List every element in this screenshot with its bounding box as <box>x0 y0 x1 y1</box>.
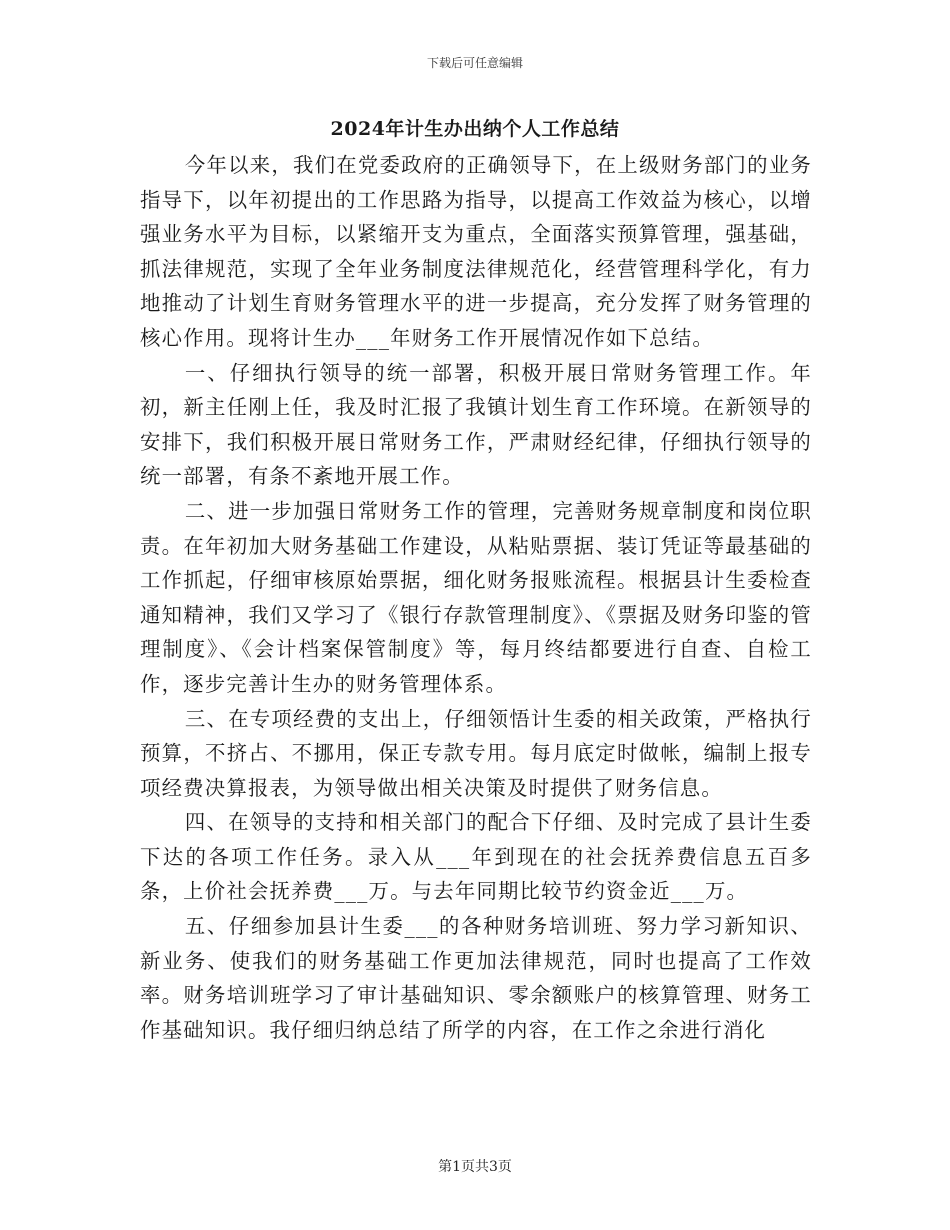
paragraph-section-5: 五、仔细参加县计生委___的各种财务培训班、努力学习新知识、新业务、使我们的财务基础工作更加法律规范，同时也提高了工作效率。财务培训班学习了审计基础知识、零余额账户的核算管理、财务工作基础知识。我仔细归纳总结了所学的内容，在工作之余进行消化 <box>140 914 812 1042</box>
paragraph-intro: 今年以来，我们在党委政府的正确领导下，在上级财务部门的业务指导下，以年初提出的工作思路为指导，以提高工作效益为核心，以增强业务水平为目标，以紧缩开支为重点，全面落实预算管理，强基础，抓法律规范，实现了全年业务制度法律规范化，经营管理科学化，有力地推动了计划生育财务管理水平的进一步提高，充分发挥了财务管理的核心作用。现将计生办___年财务工作开展情况作如下总结。 <box>140 153 812 350</box>
paragraph-section-1: 一、仔细执行领导的统一部署，积极开展日常财务管理工作。年初，新主任刚上任，我及时汇报了我镇计划生育工作环境。在新领导的安排下，我们积极开展日常财务工作，严肃财经纪律，仔细执行领导的统一部署，有条不紊地开展工作。 <box>140 360 812 489</box>
document-title: 2024年计生办出纳个人工作总结 <box>330 118 620 140</box>
paragraph-section-2: 二、进一步加强日常财务工作的管理，完善财务规章制度和岗位职责。在年初加大财务基础工作建设，从粘贴票据、装订凭证等最基础的工作抓起，仔细审核原始票据，细化财务报账流程。根据县计生委检查通知精神，我们又学习了《银行存款管理制度》、《票据及财务印鉴的管理制度》、《会计档案保管制度》等，每月终结都要进行自查、自检工作，逐步完善计生办的财务管理体系。 <box>140 498 812 696</box>
paragraph-section-3: 三、在专项经费的支出上，仔细领悟计生委的相关政策，严格执行预算，不挤占、不挪用，保正专款专用。每月底定时做帐，编制上报专项经费决算报表，为领导做出相关决策及时提供了财务信息。 <box>140 706 812 800</box>
page-number: 第1页共3页 <box>438 1159 512 1175</box>
header-note: 下载后可任意编辑 <box>426 56 523 70</box>
document-body <box>140 148 812 1047</box>
paragraph-section-4: 四、在领导的支持和相关部门的配合下仔细、及时完成了县计生委下达的各项工作任务。录入从___年到现在的社会抚养费信息五百多条，上价社会抚养费___万。与去年同期比较节约资金近___万。 <box>140 810 812 904</box>
